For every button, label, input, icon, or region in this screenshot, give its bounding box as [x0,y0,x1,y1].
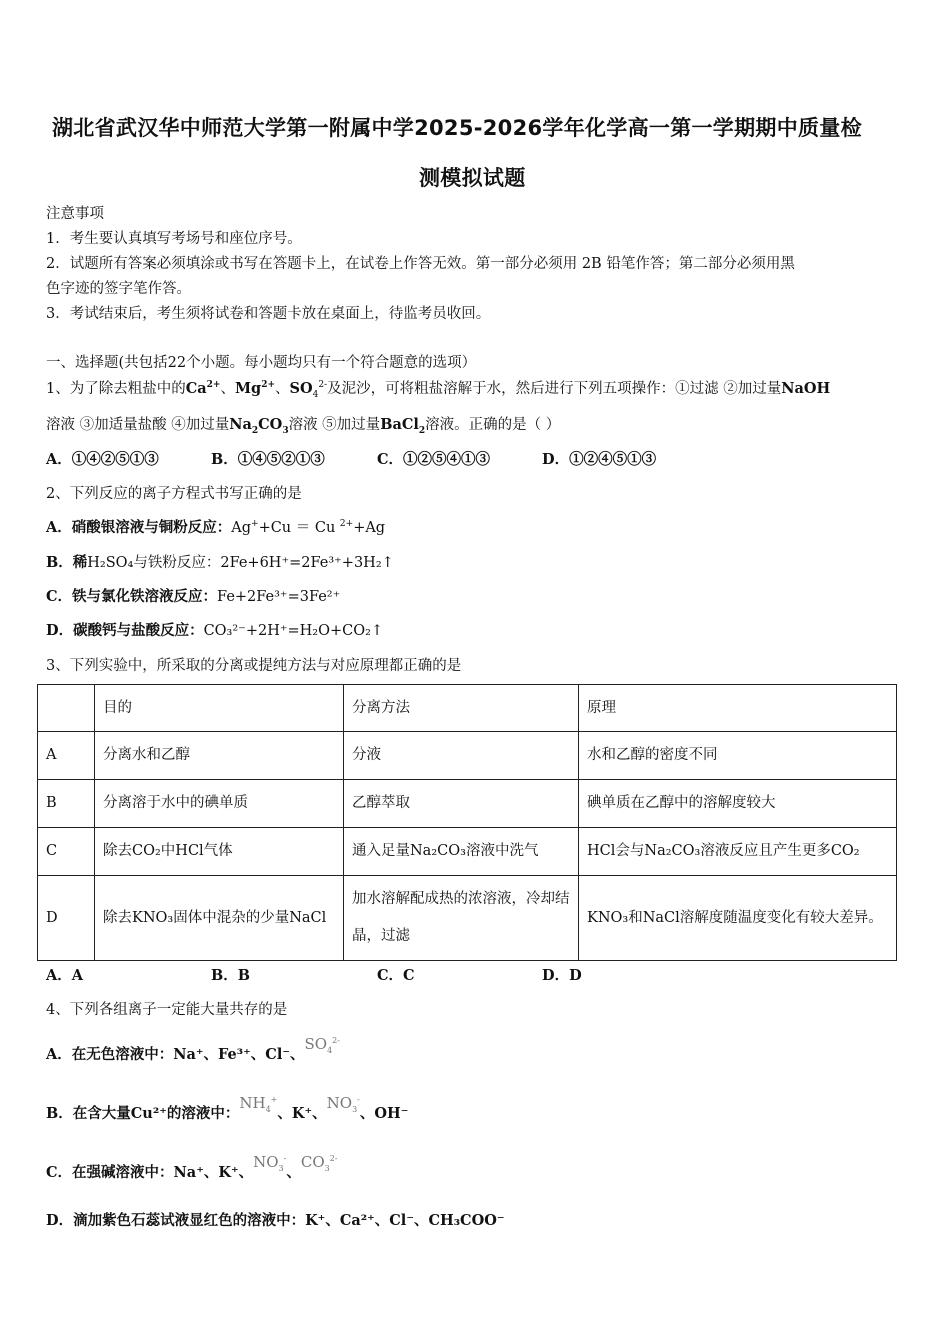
table-cell: 除去CO₂中HCl气体 [95,828,344,876]
table-cell: 水和乙醇的密度不同 [579,732,897,780]
q3-option-b: B．B [211,967,251,984]
q4-option-b: B．在含大量Cu²⁺的溶液中：$NH_4^+$、K⁺、$NO_3^-$、OH⁻ [46,1094,409,1122]
q1-stem-line1: 1、为了除去粗盐中的$Ca^{2+}$、$Mg^{2+}$、$SO_4^{2-}$及泥沙，可将粗盐溶解于水，然后进行下列五项操作：①过滤 ②加过量NaOH [46,380,831,400]
table-cell: C [38,828,95,876]
table-cell: HCl会与Na₂CO₃溶液反应且产生更多CO₂ [579,828,897,876]
table-cell: 通入足量Na₂CO₃溶液中洗气 [344,828,579,876]
table-row [38,732,897,780]
page-title: 湖北省武汉华中师范大学第一附属中学2025-2026学年化学高一第一学期期中质量检 [52,116,862,140]
table-cell: A [38,732,95,780]
table-row [38,780,897,828]
q2-option-d: D．碳酸钙与盐酸反应：CO₃²⁻+2H⁺=H₂O+CO₂↑ [46,622,384,639]
table-row [38,876,897,961]
q3-option-a: A．A [46,967,84,984]
q3-option-d: D．D [542,967,582,984]
table-cell: 分液 [344,732,579,780]
q2-option-b: B．稀H₂SO₄与铁粉反应：2Fe+6H⁺=2Fe³⁺+3H₂↑ [46,554,394,571]
notice-heading: 注意事项 [46,206,104,222]
q3-option-c: C．C [377,967,415,984]
table-cell: 碘单质在乙醇中的溶解度较大 [579,780,897,828]
q1-option-a: A．①④②⑤①③ [46,451,159,468]
table-cell: KNO₃和NaCl溶解度随温度变化有较大差异。 [579,876,897,961]
table-cell: 分离溶于水中的碘单质 [95,780,344,828]
q4-option-c: C．在强碱溶液中：Na⁺、K⁺、$NO_3^-$、$CO_3^{2-}$ [46,1153,338,1181]
table-header-cell [38,685,95,732]
notice-item-1: 1．考生要认真填写考场号和座位序号。 [46,231,302,247]
table-row [38,828,897,876]
table-header-cell: 目的 [95,685,344,732]
notice-item-3: 3．考试结束后，考生须将试卷和答题卡放在桌面上，待监考员收回。 [46,306,491,322]
table-cell: 乙醇萃取 [344,780,579,828]
q2-option-a: A．硝酸银溶液与铜粉反应：Ag++Cu ＝ Cu $^{2+}$+Ag [46,519,386,536]
q2-option-c: C．铁与氯化铁溶液反应：Fe+2Fe³⁺=3Fe²⁺ [46,588,341,605]
page-title-line2: 测模拟试题 [419,166,526,190]
q1-stem-line2: 溶液 ③加适量盐酸 ④加过量$Na_2CO_3$溶液 ⑤加过量BaCl$_2$溶液。正确的是（ ） [46,416,561,436]
table-cell: 除去KNO₃固体中混杂的少量NaCl [95,876,344,961]
table-cell: D [38,876,95,961]
table-cell: 加水溶解配成热的浓溶液，冷却结晶，过滤 [344,876,579,961]
q1-option-c: C．①②⑤④①③ [377,451,491,468]
table-header-cell: 原理 [579,685,897,732]
q4-stem: 4、下列各组离子一定能大量共存的是 [46,1002,288,1018]
table-cell: B [38,780,95,828]
q4-option-d: D．滴加紫色石蕊试液显红色的溶液中：K⁺、Ca²⁺、Cl⁻、CH₃COO⁻ [46,1212,505,1229]
notice-item-2-cont: 色字迹的签字笔作答。 [46,281,191,297]
table-header-cell: 分离方法 [344,685,579,732]
q1-option-b: B．①④⑤②①③ [211,451,325,468]
table-cell: 分离水和乙醇 [95,732,344,780]
q1-option-d: D．①②④⑤①③ [542,451,657,468]
notice-item-2: 2．试题所有答案必须填涂或书写在答题卡上，在试卷上作答无效。第一部分必须用 2B 铅笔作答；第二部分必须用黑 [46,256,795,272]
q3-stem: 3、下列实验中，所采取的分离或提纯方法与对应原理都正确的是 [46,658,462,674]
q2-stem: 2、下列反应的离子方程式书写正确的是 [46,486,302,502]
q4-option-a: A．在无色溶液中：Na⁺、Fe³⁺、Cl⁻、$SO_4^{2-}$ [46,1035,340,1063]
table-header-row [38,685,897,732]
q3-table [37,684,897,961]
section-heading: 一、选择题(共包括22个小题。每小题均只有一个符合题意的选项） [46,355,477,371]
